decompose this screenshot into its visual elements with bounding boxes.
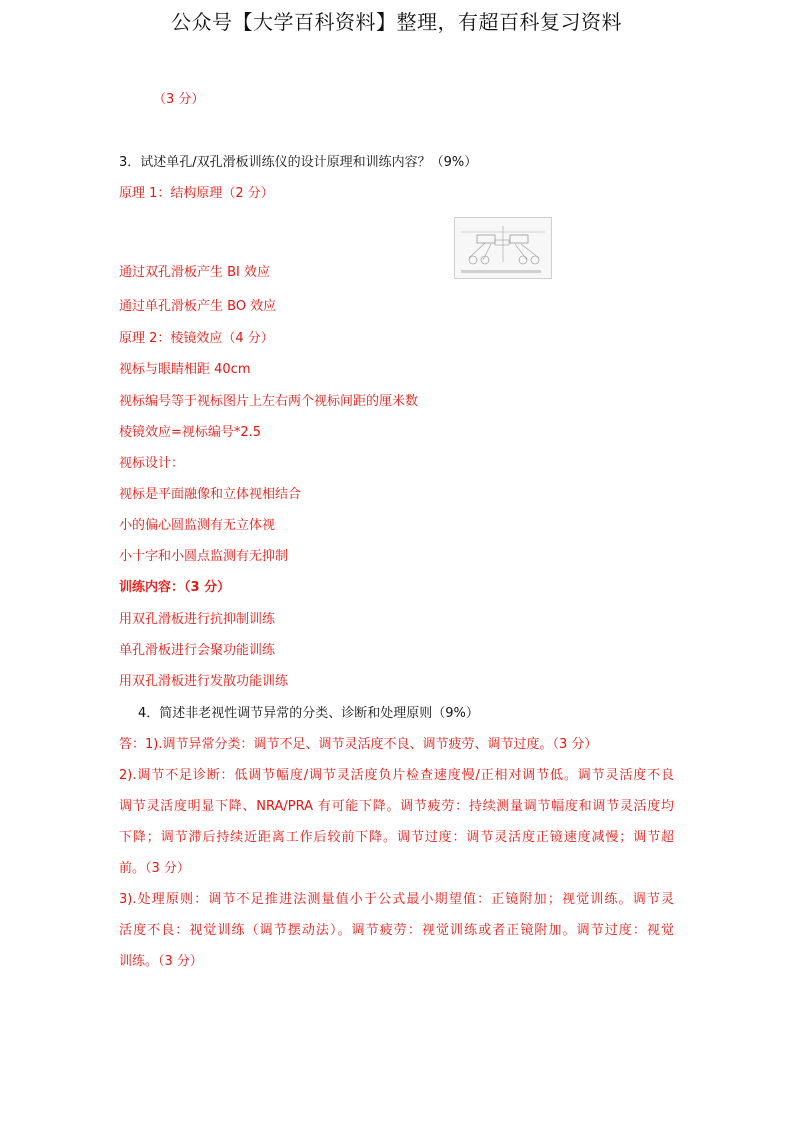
answer-part-3-line-3: 训练。（3 分） [119, 954, 203, 969]
page-header-title: 公众号【大学百科资料】整理，有超百科复习资料 [171, 10, 622, 34]
training-item-2: 单孔滑板进行会聚功能训练 [119, 643, 276, 658]
bo-effect-text: 通过单孔滑板产生 BO 效应 [119, 299, 277, 314]
answer-part-2-line-3: 下降；调节滞后持续近距离工作后较前下降。调节过度：调节灵活度正镜速度减慢；调节超 [119, 830, 674, 845]
slide-trainer-diagram-image [454, 217, 552, 279]
diagram-illustration [455, 218, 551, 278]
target-number-text: 视标编号等于视标图片上左右两个视标间距的厘米数 [119, 394, 419, 409]
bi-effect-text: 通过双孔滑板产生 BI 效应 [119, 265, 271, 280]
answer-part-2-line-4: 前。（3 分） [119, 861, 190, 876]
answer-part-1: 答：1).调节异常分类：调节不足、调节灵活度不良、调节疲劳、调节过度。（3 分） [119, 737, 598, 752]
answer-part-2-line-1: 2).调节不足诊断：低调节幅度/调节灵活度负片检查速度慢/正相对调节低。调节灵活度不良 [119, 768, 674, 783]
target-design-heading: 视标设计： [119, 456, 185, 471]
answer-part-2-line-2: 调节灵活度明显下降、NRA/PRA 有可能下降。调节疲劳：持续测量调节幅度和调节灵活度均 [119, 799, 674, 814]
cross-monitor-text: 小十字和小圆点监测有无抑制 [119, 549, 289, 564]
prism-formula-text: 棱镜效应=视标编号*2.5 [119, 425, 262, 440]
training-item-3: 用双孔滑板进行发散功能训练 [119, 674, 289, 689]
distance-text: 视标与眼睛相距 40cm [119, 362, 251, 377]
target-combine-text: 视标是平面融像和立体视相结合 [119, 487, 302, 502]
question-3-title: 3．试述单孔/双孔滑板训练仪的设计原理和训练内容？（9%） [119, 155, 478, 170]
training-content-heading: 训练内容：（3 分） [119, 580, 231, 595]
circle-monitor-text: 小的偏心圆监测有无立体视 [119, 518, 276, 533]
principle-2-heading: 原理 2：棱镜效应（4 分） [119, 331, 274, 346]
score-note: （3 分） [153, 92, 205, 107]
principle-1-heading: 原理 1：结构原理（2 分） [119, 186, 274, 201]
training-item-1: 用双孔滑板进行抗抑制训练 [119, 612, 276, 627]
answer-part-3-line-2: 活度不良：视觉训练（调节摆动法）。调节疲劳：视觉训练或者正镜附加。调节过度：视觉 [119, 923, 674, 938]
answer-part-3-line-1: 3).处理原则：调节不足推进法测量值小于公式最小期望值：正镜附加；视觉训练。调节灵 [119, 892, 674, 907]
question-4-title: 4．简述非老视性调节异常的分类、诊断和处理原则（9%） [138, 706, 479, 721]
